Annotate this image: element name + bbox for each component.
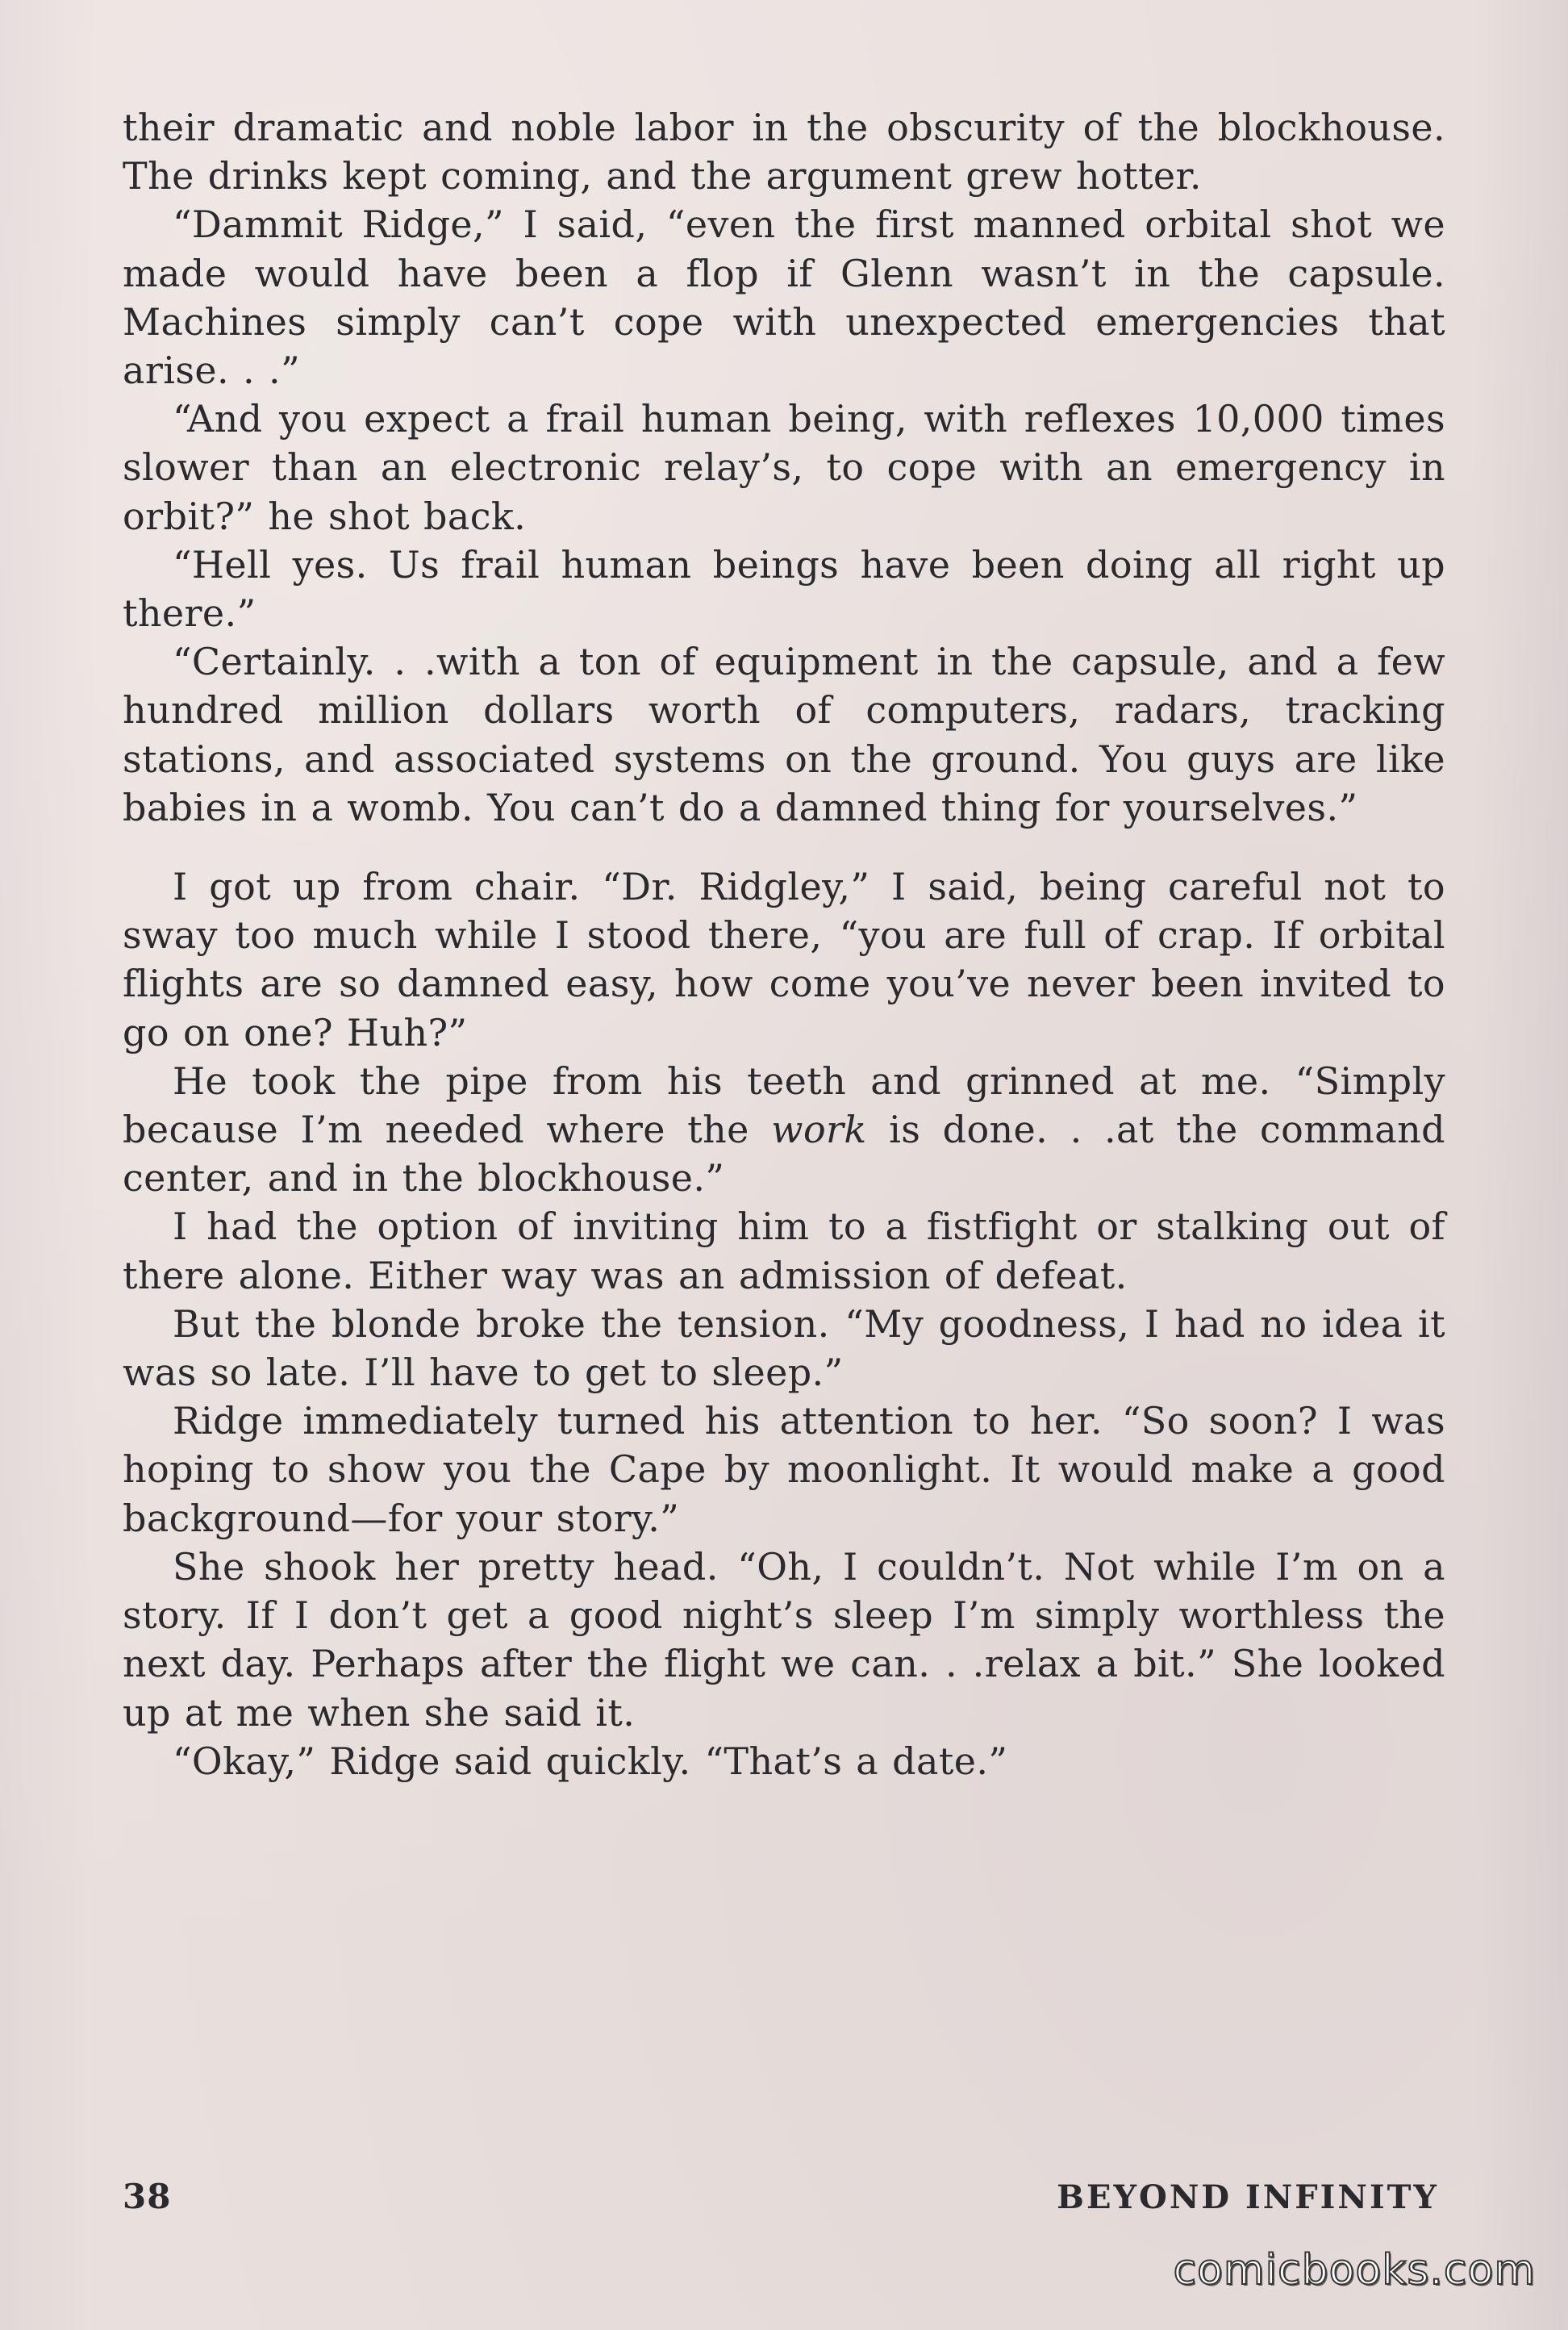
paragraph-7 (123, 1057, 1445, 1203)
paragraph-10: Ridge immediately turned his attention to her. “So soon? I was hoping to show you the Cape by moonlight. It would make a good background—for your story.” (123, 1399, 1445, 1540)
paragraph-8: I had the option of inviting him to a fistfight or stalking out of there alone. Either way was an admission of defeat. (123, 1205, 1445, 1297)
emphasized-word: work (771, 1108, 867, 1152)
page-number: 38 (123, 2177, 172, 2216)
paragraph-7-before: He took the pipe from his teeth and grinned at me. “Simply because I’m needed where the (123, 1059, 1445, 1152)
paragraph-7-after: is done. . .at the command center, and in the blockhouse.” (123, 1108, 1445, 1200)
paragraph-3: “And you expect a frail human being, with reflexes 10,000 times slower than an electronic relay’s, to cope with an emergency in orbit?” he shot back. (123, 397, 1445, 538)
watermark: comicbooks.com (1173, 2246, 1536, 2295)
page-footer (123, 2177, 1445, 2219)
body-text (123, 103, 1445, 1785)
paragraph-4: “Hell yes. Us frail human beings have been doing all right up there.” (123, 542, 1445, 636)
paragraph-2: “Dammit Ridge,” I said, “even the first manned orbital shot we made would have been a flop if Glenn wasn’t in the capsule. Machines simply can’t cope with unexpected emergencies that arise. . .” (123, 203, 1445, 393)
paragraph-1: their dramatic and noble labor in the obscurity of the blockhouse. The drinks kept coming, and the argument grew hotter. (123, 106, 1445, 198)
paragraph-12: “Okay,” Ridge said quickly. “That’s a date.” (173, 1739, 1008, 1783)
paragraph-5: “Certainly. . .with a ton of equipment in the capsule, and a few hundred million dollars worth of computers, radars, tracking stations, and associated systems on the ground. You guys are like babies in a womb. You can’t do a damned thing for yourselves.” (123, 640, 1445, 829)
paragraph-11: She shook her pretty head. “Oh, I couldn’t. Not while I’m on a story. If I don’t get a good night’s sleep I’m simply worthless the next day. Perhaps after the flight we can. . .relax a bit.” She looked up at me when she said it. (123, 1544, 1445, 1735)
running-title: BEYOND INFINITY (1057, 2178, 1439, 2216)
paragraph-6: I got up from chair. “Dr. Ridgley,” I said, being careful not to sway too much while I stood there, “you are full of crap. If orbital flights are so damned easy, how come you’ve never been invited to go on one? Huh?” (123, 865, 1445, 1054)
paragraph-9: But the blonde broke the tension. “My goodness, I had no idea it was so late. I’ll have to get to sleep.” (123, 1301, 1445, 1395)
